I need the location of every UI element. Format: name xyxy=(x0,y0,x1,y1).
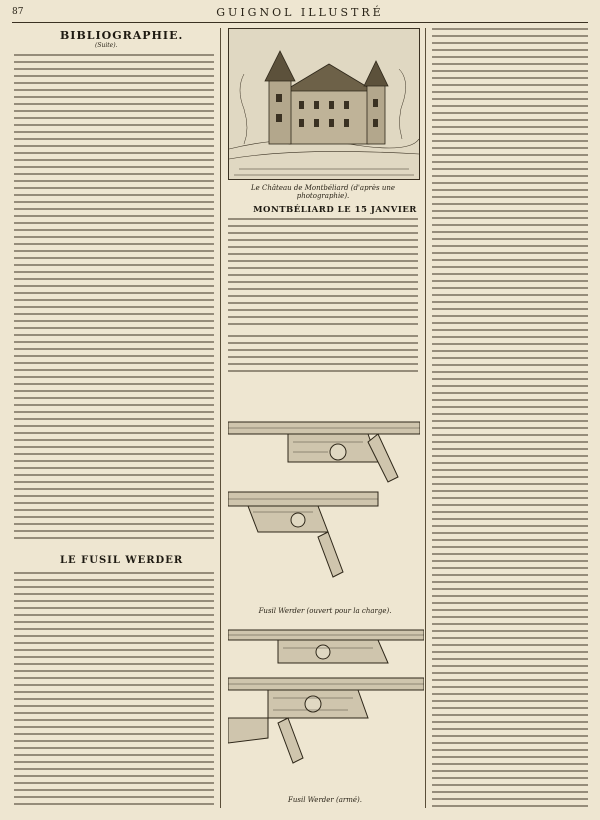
column-separator-right xyxy=(425,28,426,808)
right-column-text xyxy=(432,28,588,808)
header-rule xyxy=(12,22,588,23)
gun-open-caption: Fusil Werder (ouvert pour la charge). xyxy=(258,607,392,615)
chateau-caption: Le Château de Montbéliard (d'après une photographie). xyxy=(250,184,396,200)
bibliographie-heading: BIBLIOGRAPHIE. xyxy=(60,29,184,42)
montbeliard-heading: MONTBÉLIARD LE 15 JANVIER xyxy=(253,205,417,215)
gun-open-illustration xyxy=(228,382,420,602)
fusil-text xyxy=(14,572,214,810)
chateau-illustration xyxy=(228,28,420,180)
montbeliard-text xyxy=(228,218,418,328)
column-separator-left xyxy=(220,28,221,808)
page-number: 87 xyxy=(12,7,24,17)
left-column-text xyxy=(14,54,214,544)
page-header-title: GUIGNOL ILLUSTRÉ xyxy=(216,6,384,19)
gun-armed-caption: Fusil Werder (armé). xyxy=(288,796,362,804)
fusil-heading: LE FUSIL WERDER xyxy=(60,555,184,566)
middle-text-continuation xyxy=(228,335,418,375)
gun-armed-illustration xyxy=(228,618,424,788)
bibliographie-subheading: (Suite). xyxy=(95,42,118,49)
